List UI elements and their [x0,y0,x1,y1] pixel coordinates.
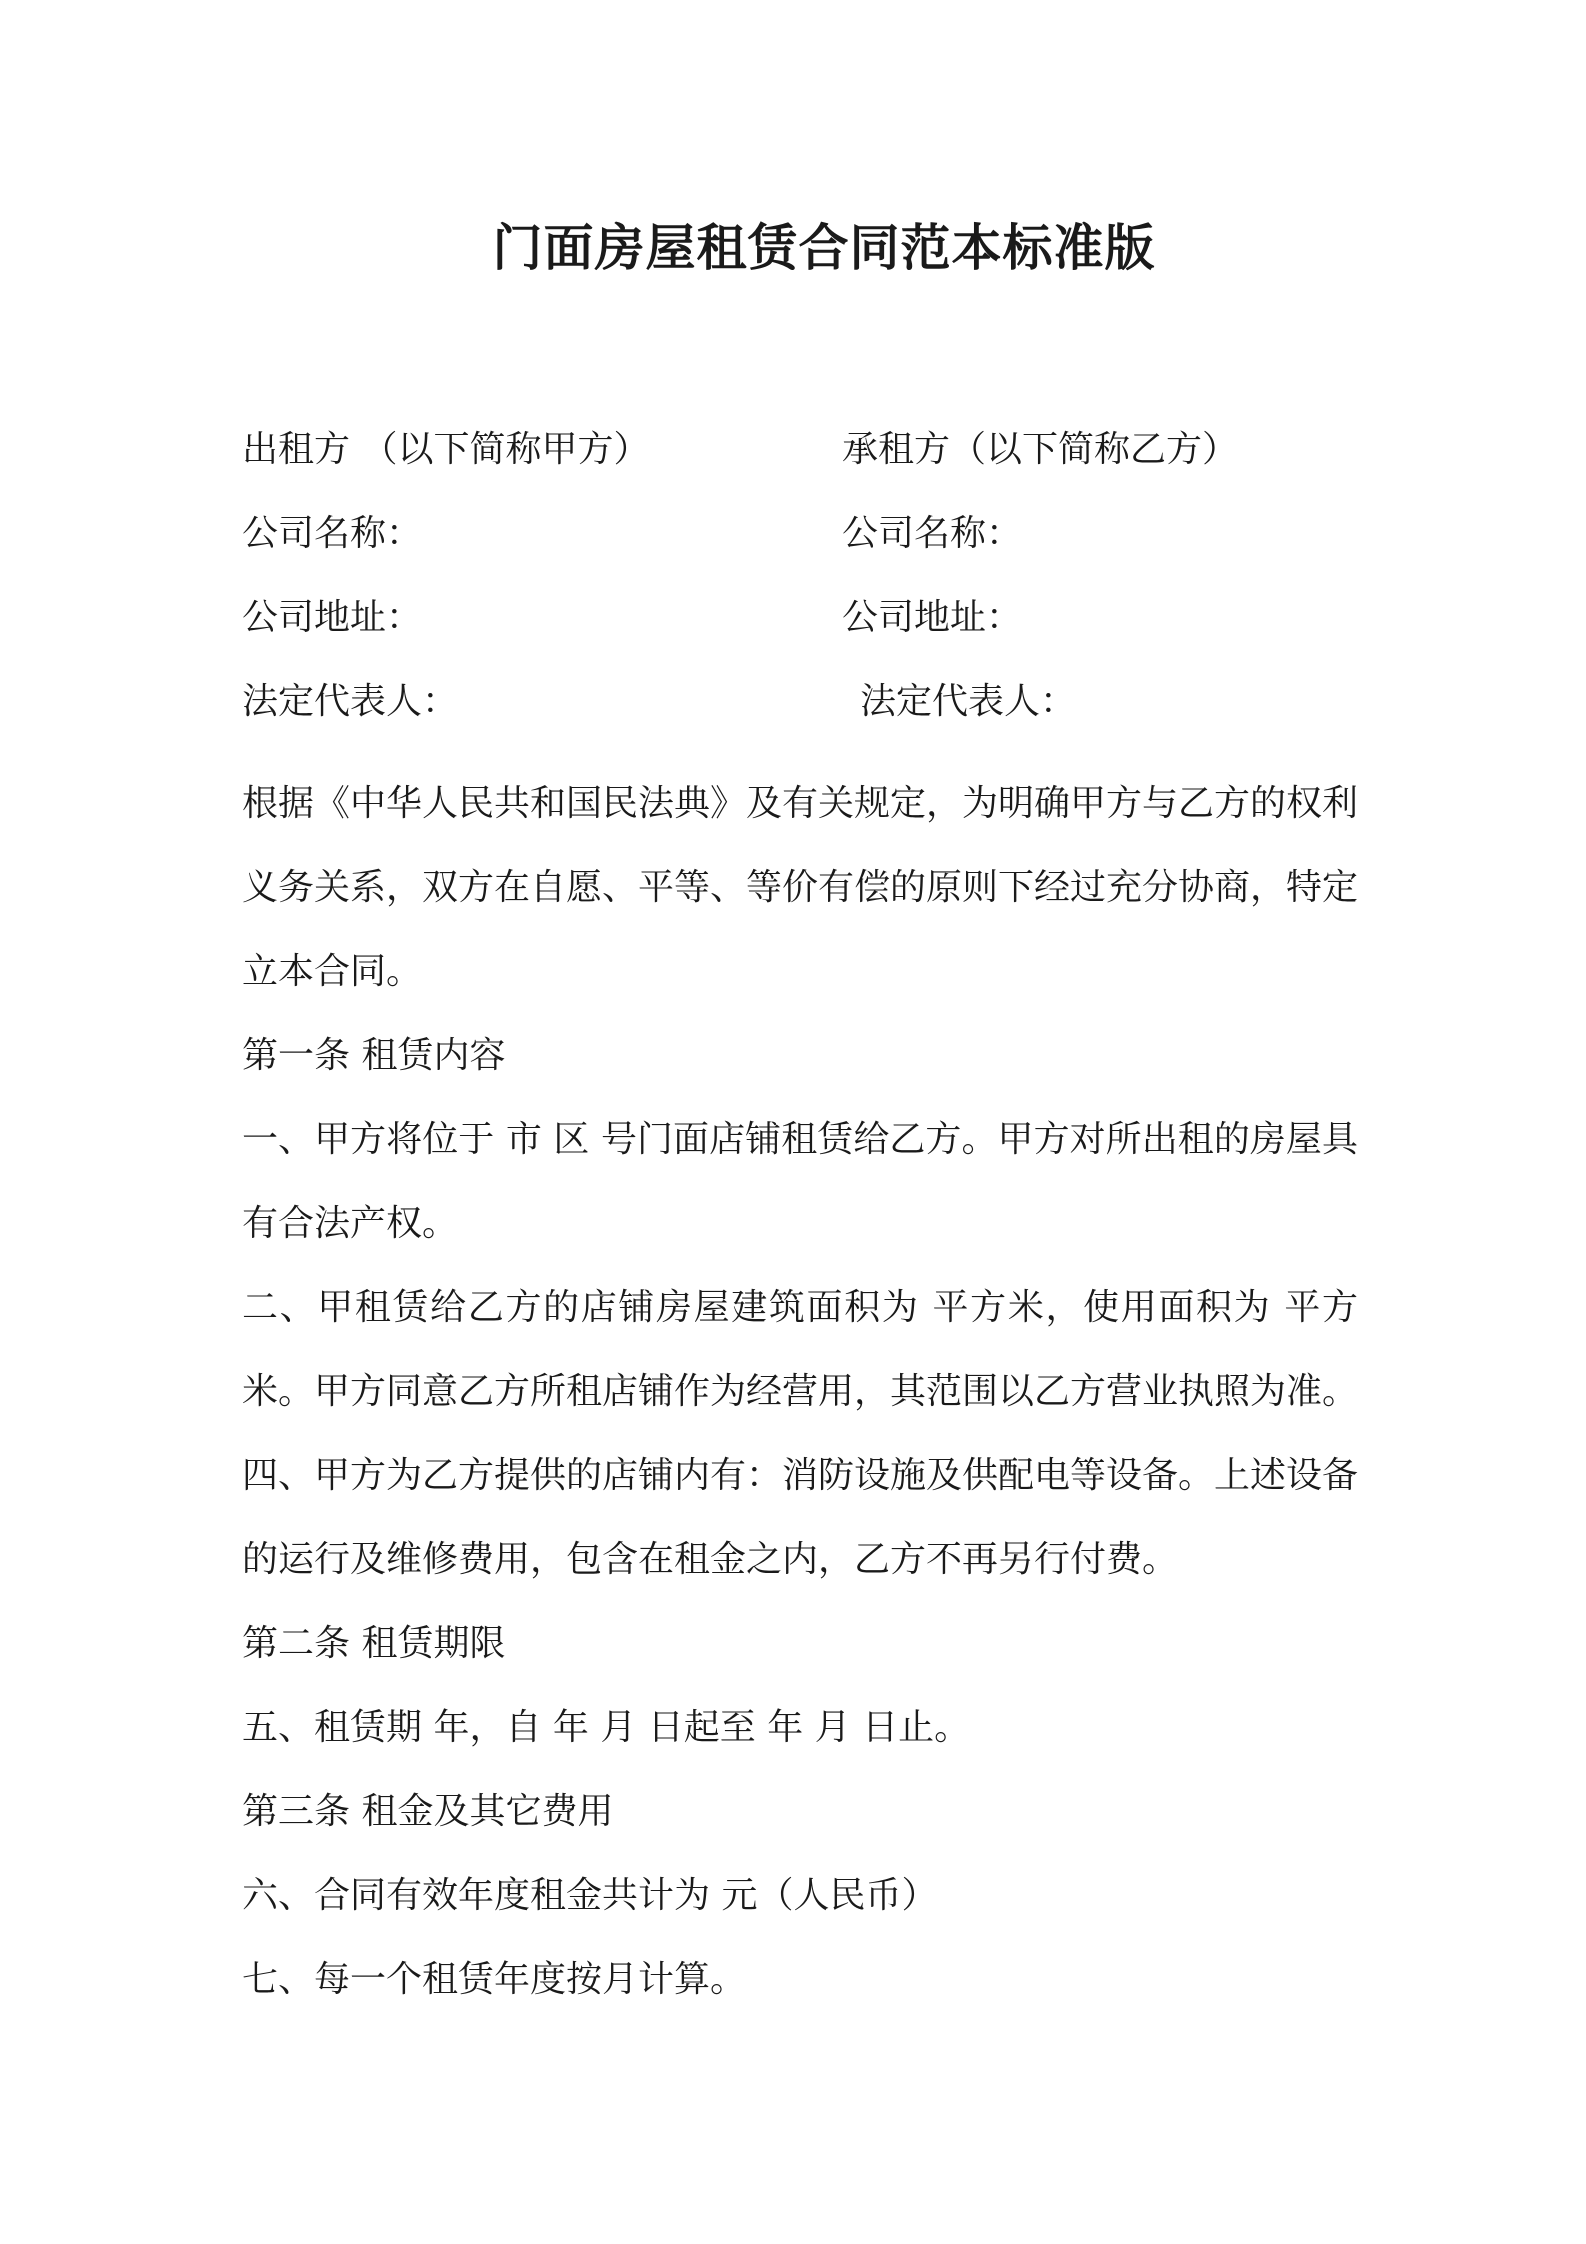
lessee-legal-representative-label: 法定代表人： [860,681,1077,722]
clause-4-paragraph: 四、甲方为乙方提供的店铺内有：消防设施及供配电等设备。上述设备的运行及维修费用，包含在租金之内，乙方不再另行付费。 [242,1455,1359,1580]
party-row-legal-representative [242,678,1358,762]
article-2-heading: 第二条 租赁期限 [242,1623,506,1664]
document-title: 门面房屋租赁合同范本标准版 [492,219,1156,277]
preamble-paragraph: 根据《中华人民共和国民法典》及有关规定，为明确甲方与乙方的权利义务关系，双方在自愿、平等、等价有偿的原则下经过充分协商，特定立本合同。 [242,783,1359,992]
clause-6-paragraph: 六、合同有效年度租金共计为 元（人民币） [242,1875,938,1916]
lessor-company-address-label: 公司地址： [242,597,423,638]
clause-5-paragraph: 五、租赁期 年，自 年 月 日起至 年 月 日止。 [242,1707,971,1748]
lessor-role: 出租方 （以下简称甲方） [242,429,650,470]
clause-2-paragraph: 二、甲租赁给乙方的店铺房屋建筑面积为 平方米，使用面积为 平方米。甲方同意乙方所租店铺作为经营用，其范围以乙方营业执照为准。 [242,1287,1359,1412]
article-3-heading: 第三条 租金及其它费用 [242,1791,614,1832]
lessee-company-address-label: 公司地址： [842,597,1023,638]
lessor-legal-representative-label: 法定代表人： [242,681,459,722]
lessee-role: 承租方（以下简称乙方） [842,429,1239,470]
lessor-company-name-label: 公司名称： [242,513,423,554]
lessee-company-name-label: 公司名称： [842,513,1023,554]
party-row-role [242,426,1358,510]
contract-body [242,762,1358,2022]
article-1-heading: 第一条 租赁内容 [242,1035,506,1076]
party-row-company-address [242,594,1358,678]
clause-1-paragraph: 一、甲方将位于 市 区 号门面店铺租赁给乙方。甲方对所出租的房屋具有合法产权。 [242,1119,1358,1244]
parties-section [242,426,1358,762]
clause-7-paragraph: 七、每一个租赁年度按月计算。 [242,1959,747,2000]
party-row-company-name [242,510,1358,594]
